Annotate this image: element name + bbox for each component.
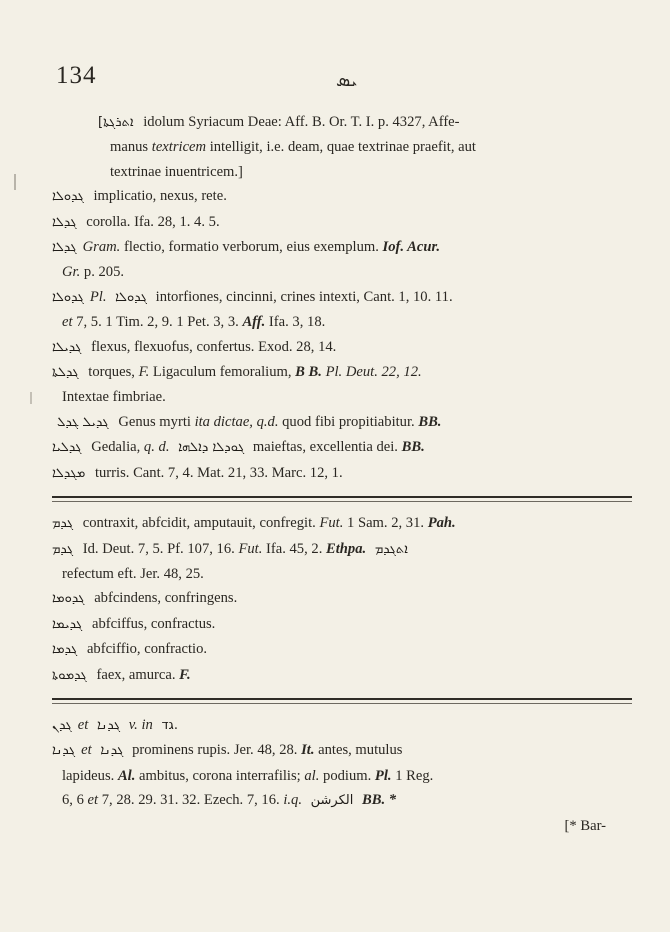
arabic-word: الكرشن (310, 793, 354, 809)
entry-line (52, 637, 632, 662)
entry-line (52, 260, 632, 284)
entry-text: implicatio, nexus, rete. (89, 188, 227, 205)
entry-line (52, 788, 632, 813)
entry-text: manus (110, 139, 152, 156)
entry-text: p. 205. (80, 264, 125, 281)
entry-text: contraxit, abfcidit, amputauit, confregit. (79, 515, 320, 532)
entry-text: idolum Syriacum Deae: Aff. B. Or. T. I. p. 4327, Affe- (139, 114, 460, 130)
entry-text: lapideus. (62, 767, 118, 784)
syriac-word: ܓܕܝܠ (83, 414, 109, 430)
entry-bold-italic: Iof. Acur. (382, 239, 440, 256)
entry-text: abfciffio, confractio. (83, 641, 208, 658)
entry-text: podium. (319, 767, 375, 784)
entry-text: flectio, formatio verborum, eius exemplum. (120, 239, 383, 256)
entry-bold-italic: Aff. (242, 314, 266, 331)
entry-italic: ita dictae, q.d. (194, 413, 279, 430)
entry-bold-italic: It. (301, 742, 315, 759)
page-body (52, 110, 632, 838)
entry-line (52, 562, 632, 586)
entry-italic: Pl. (89, 288, 107, 305)
entry-text: Genus myrti (114, 413, 195, 430)
entry-italic: et (77, 716, 89, 733)
entry-text: 7, 5. 1 Tim. 2, 9. 1 Pet. 3, 3. (72, 314, 243, 331)
entry-text: 7, 28. 29. 31. 32. Ezech. 7, 16. (98, 792, 284, 809)
entry-line (52, 738, 632, 763)
entry-text: Ifa. 45, 2. (262, 540, 326, 557)
syriac-word: ܓܕܢ (52, 717, 72, 733)
entry-text: Id. Deut. 7, 5. Pf. 107, 16. (79, 540, 239, 557)
page-number: 134 (56, 62, 97, 89)
entry-text: antes, mutulus (314, 742, 403, 759)
entry-text: intelligit, i.e. deam, quae textrinae praefit, aut (206, 139, 476, 156)
entry-line (52, 713, 632, 738)
entry-bold-italic: Pah. (427, 515, 456, 532)
entry-bold-italic: F. (179, 666, 191, 683)
entry-italic: Fut. (319, 515, 344, 532)
entry-bold-italic: Al. (117, 767, 136, 784)
entry-text: ambitus, corona interrafilis; (135, 767, 305, 784)
entry-line (52, 461, 632, 486)
entry-text: refectum eft. Jer. 48, 25. (62, 565, 204, 582)
entry-bold-italic: BB. (401, 439, 425, 456)
entry-text: torques, (84, 364, 139, 381)
entry-text: quod fibi propitiabitur. (278, 413, 419, 430)
entry-line (52, 586, 632, 611)
entry-text: flexus, flexuofus, confertus. Exod. 28, 14. (87, 338, 337, 355)
entry-line (52, 764, 632, 788)
syriac-word: ܐܬܓܕܡ (374, 541, 408, 557)
entry-bold-italic: BB. (418, 413, 442, 430)
entry-text: abfciffus, confractus. (88, 615, 216, 632)
entry-text: corolla. Ifa. 28, 1. 4. 5. (82, 213, 220, 230)
entry-line (52, 511, 632, 536)
syriac-word: ܓܘܕܠܐ ܕܐܠܗܐ (178, 440, 245, 456)
entry-italic: al. (304, 767, 320, 784)
entry-bold-italic: BB. * (358, 792, 397, 809)
syriac-word: ܓܕܘܠܐ (52, 189, 84, 205)
entry-italic: Gr. (62, 264, 81, 281)
hebrew-word: גד. (161, 717, 179, 733)
entry-text: Gedalia, (87, 439, 144, 456)
entry-bold-italic: Pl. (374, 767, 392, 784)
syriac-word: ܓܕܡܐ (52, 642, 78, 658)
entry-line (52, 335, 632, 360)
entry-text: v. in (125, 716, 157, 733)
entry-text: Intextae fimbriae. (62, 389, 166, 406)
entry-italic: q. d. (143, 439, 170, 456)
syriac-word: ܓܕܢܐ (97, 717, 121, 733)
entry-text: Ifa. 3, 18. (265, 314, 326, 331)
syriac-word: ܡܓܕܠܐ (52, 465, 86, 481)
entry-line (52, 385, 632, 409)
entry-line (52, 135, 632, 159)
syriac-word: ܓܕܠܐ (52, 240, 77, 256)
syriac-word: ܓܕܠܐ (52, 214, 77, 230)
margin-mark (14, 174, 16, 190)
section-divider (52, 496, 632, 502)
syriac-word: ܓܕܡ (52, 516, 74, 532)
entry-italic: F. (138, 364, 150, 381)
syriac-word: ܓܕܘܡܐ (52, 591, 85, 607)
syriac-word: ܓܕܡܘܬܐ (52, 667, 87, 683)
syriac-word: ܓܕܠܝܐ (52, 440, 82, 456)
entry-line (52, 210, 632, 235)
catchword: [* Bar- (564, 817, 606, 834)
entry-line (52, 235, 632, 260)
entry-line (52, 537, 632, 562)
entry-text: 1 Reg. (391, 767, 434, 784)
syriac-word: ܓܕܝܡܐ (52, 616, 83, 632)
entry-text: 6, 6 (62, 792, 88, 809)
entry-text: intorfiones, cincinni, crines intexti, Cant. 1, 10. 11. (152, 288, 453, 305)
syriac-word: ܓܕܘܠܐ (52, 289, 84, 305)
entry-italic: textricem (151, 139, 207, 156)
entry-line (52, 410, 632, 435)
entry-italic: et (62, 314, 73, 331)
syriac-word: ܓܕܢܐ (52, 743, 76, 759)
running-head: ܝܣ (336, 70, 358, 90)
entry-line (52, 285, 632, 310)
entry-text: faex, amurca. (92, 666, 180, 683)
entry-line (52, 310, 632, 334)
entry-text: turris. Cant. 7, 4. Mat. 21, 33. Marc. 12, 1. (91, 464, 343, 481)
entry-italic: Gram. (82, 239, 121, 256)
syriac-word: ܓܕܢܐ (100, 743, 124, 759)
entry-text: Ligaculum femoralium, (149, 364, 296, 381)
entry-italic: et (81, 742, 92, 759)
entry-text: 1 Sam. 2, 31. (343, 515, 428, 532)
syriac-word: ܓܕܡ (52, 541, 74, 557)
entry-italic: i.q. (283, 792, 302, 809)
entry-italic: et (87, 792, 99, 809)
margin-mark (30, 392, 32, 404)
entry-text: Pl. Deut. 22, 12. (321, 364, 422, 381)
entry-line (52, 184, 632, 209)
entry-text: textrinae inuentricem.] (110, 163, 243, 180)
catchword-line (52, 814, 632, 838)
entry-line (52, 110, 632, 135)
entry-line (52, 435, 632, 460)
entry-line (52, 612, 632, 637)
syriac-word: ܓܕܘܠܐ (115, 289, 147, 305)
entry-line (52, 663, 632, 688)
syriac-word: [ܐܬܪܓܬܐ (98, 115, 134, 130)
syriac-word: ܓܕܠܬܐ (52, 365, 79, 381)
entry-text: maieftas, excellentia dei. (249, 439, 402, 456)
syriac-word: ܓܕܠ (57, 414, 79, 430)
entry-line (52, 360, 632, 385)
entry-bold-italic: Ethpa. (326, 540, 367, 557)
section-divider (52, 698, 632, 704)
entry-text: abfcindens, confringens. (90, 590, 238, 607)
entry-bold-italic: B B. (295, 364, 322, 381)
entry-text: prominens rupis. Jer. 48, 28. (128, 742, 302, 759)
entry-italic: Fut. (238, 540, 263, 557)
entry-line (52, 160, 632, 184)
syriac-word: ܓܕܝܠܐ (52, 339, 82, 355)
